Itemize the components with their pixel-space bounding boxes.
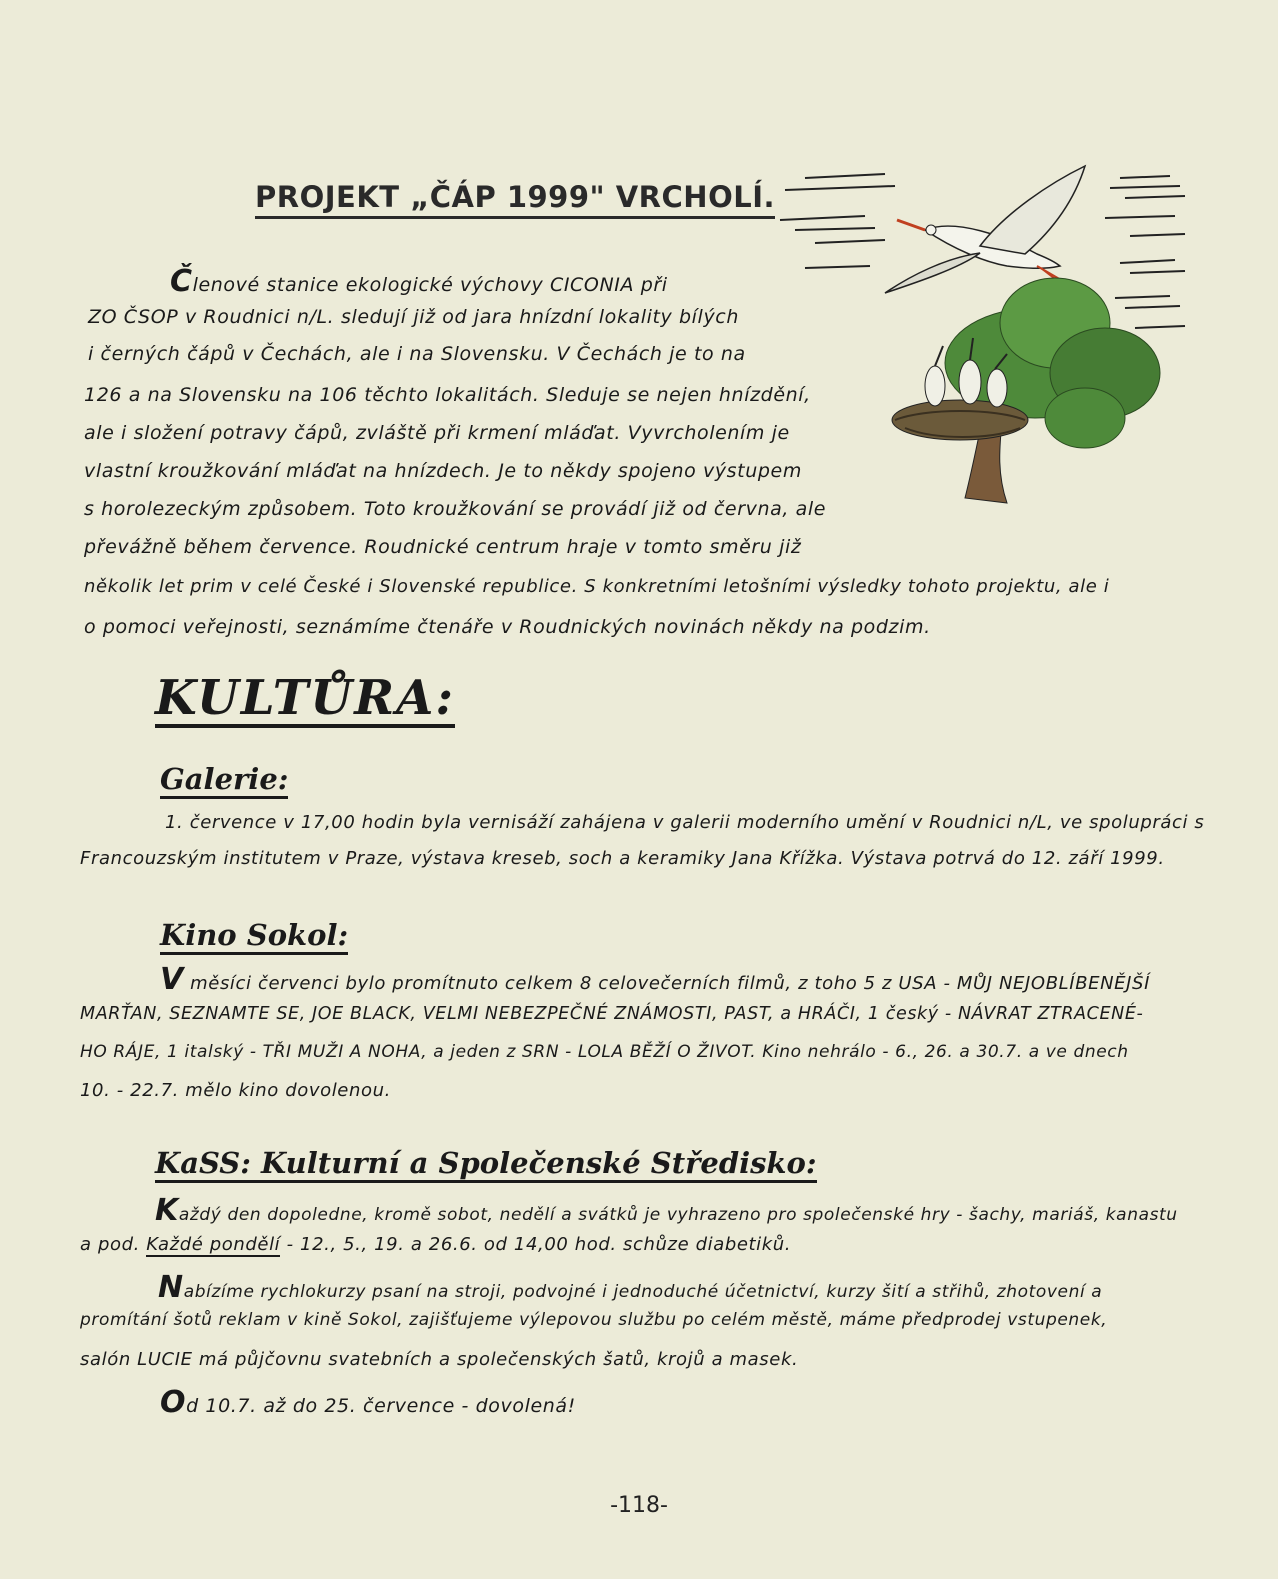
project-line-8: převážně během července. Roudnické centrum hraje v tomto směru již	[84, 536, 802, 558]
project-line-9: několik let prim v celé České i Slovenské republice. S konkretními letošními výsledky tohoto projektu, ale i	[84, 576, 1110, 597]
kass-p2-line-3: salón LUCIE má půjčovnu svatebních a společenských šatů, krojů a masek.	[80, 1349, 799, 1370]
kass-p1-line-1: Každý den dopoledne, kromě sobot, nedělí a svátků je vyhrazeno pro společenské hry - šachy, mariáš, kanastu	[155, 1193, 1178, 1228]
project-line-5: ale i složení potravy čápů, zvláště při krmení mláďat. Vyvrcholením je	[84, 422, 790, 444]
galerie-heading: Galerie:	[160, 762, 288, 799]
galerie-line-1: 1. července v 17,00 hodin byla vernisáží zahájena v galerii moderního umění v Roudnici n/L, ve spolupráci s	[165, 812, 1205, 833]
kino-heading: Kino Sokol:	[160, 918, 348, 955]
kino-dropcap: V	[160, 962, 184, 997]
kass-p1-line-2: a pod. Každé pondělí - 12., 5., 19. a 26.6. od 14,00 hod. schůze diabetiků.	[80, 1234, 792, 1255]
kass-p1-dropcap: K	[155, 1193, 179, 1228]
kultura-heading: KULTŮRA:	[155, 670, 456, 726]
kino-line-1: V měsíci červenci bylo promítnuto celkem 8 celovečerních filmů, z toho 5 z USA - MŮJ NEJOBLÍBENĚJŠÍ	[160, 962, 1150, 997]
kass-p2-line-2: promítání šotů reklam v kině Sokol, zajišťujeme výlepovou službu po celém městě, máme předprodej vstupenek,	[80, 1310, 1108, 1330]
flying-stork	[885, 166, 1085, 296]
project-title: PROJEKT „ČÁP 1999" VRCHOLÍ.	[255, 180, 775, 219]
project-line-3: i černých čápů v Čechách, ale i na Slovensku. V Čechách je to na	[88, 343, 746, 365]
galerie-line-2: Francouzským institutem v Praze, výstava kreseb, soch a keramiky Jana Křížka. Výstava potrvá do 12. září 1999.	[80, 848, 1165, 869]
project-line-7: s horolezeckým způsobem. Toto kroužkování se provádí již od června, ale	[84, 498, 827, 520]
project-dropcap: Č	[170, 264, 193, 299]
project-line-1: Členové stanice ekologické výchovy CICONIA při	[170, 264, 668, 299]
kass-p2-line-1: Nabízíme rychlokurzy psaní na stroji, podvojné i jednoduché účetnictví, kurzy šití a střihů, zhotovení a	[158, 1270, 1103, 1305]
kino-line-2: MARŤAN, SEZNAMTE SE, JOE BLACK, VELMI NEBEZPEČNÉ ZNÁMOSTI, PAST, a HRÁČI, 1 český - NÁVRAT ZTRACENÉ-	[80, 1004, 1144, 1024]
kass-heading: KaSS: Kulturní a Společenské Středisko:	[155, 1146, 817, 1183]
kass-p3-dropcap: O	[160, 1385, 187, 1420]
kass-p3-line: Od 10.7. až do 25. července - dovolená!	[160, 1385, 576, 1420]
project-line-6: vlastní kroužkování mláďat na hnízdech. Je to někdy spojeno výstupem	[84, 460, 802, 482]
kino-line-3: HO RÁJE, 1 italský - TŘI MUŽI A NOHA, a jeden z SRN - LOLA BĚŽÍ O ŽIVOT. Kino nehrálo - 6., 26. a 30.7. a ve dnech	[80, 1042, 1129, 1062]
project-line-2: ZO ČSOP v Roudnici n/L. sledují již od jara hnízdní lokality bílých	[88, 306, 739, 328]
project-line-4: 126 a na Slovensku na 106 těchto lokalitách. Sleduje se nejen hnízdění,	[84, 384, 811, 406]
stork-flying-and-nest-icon	[775, 158, 1195, 518]
project-line-10: o pomoci veřejnosti, seznámíme čtenáře v Roudnických novinách někdy na podzim.	[84, 616, 931, 638]
kass-p2-dropcap: N	[158, 1270, 184, 1305]
kino-line-4: 10. - 22.7. mělo kino dovolenou.	[80, 1080, 391, 1101]
page-number: -118-	[610, 1493, 668, 1518]
